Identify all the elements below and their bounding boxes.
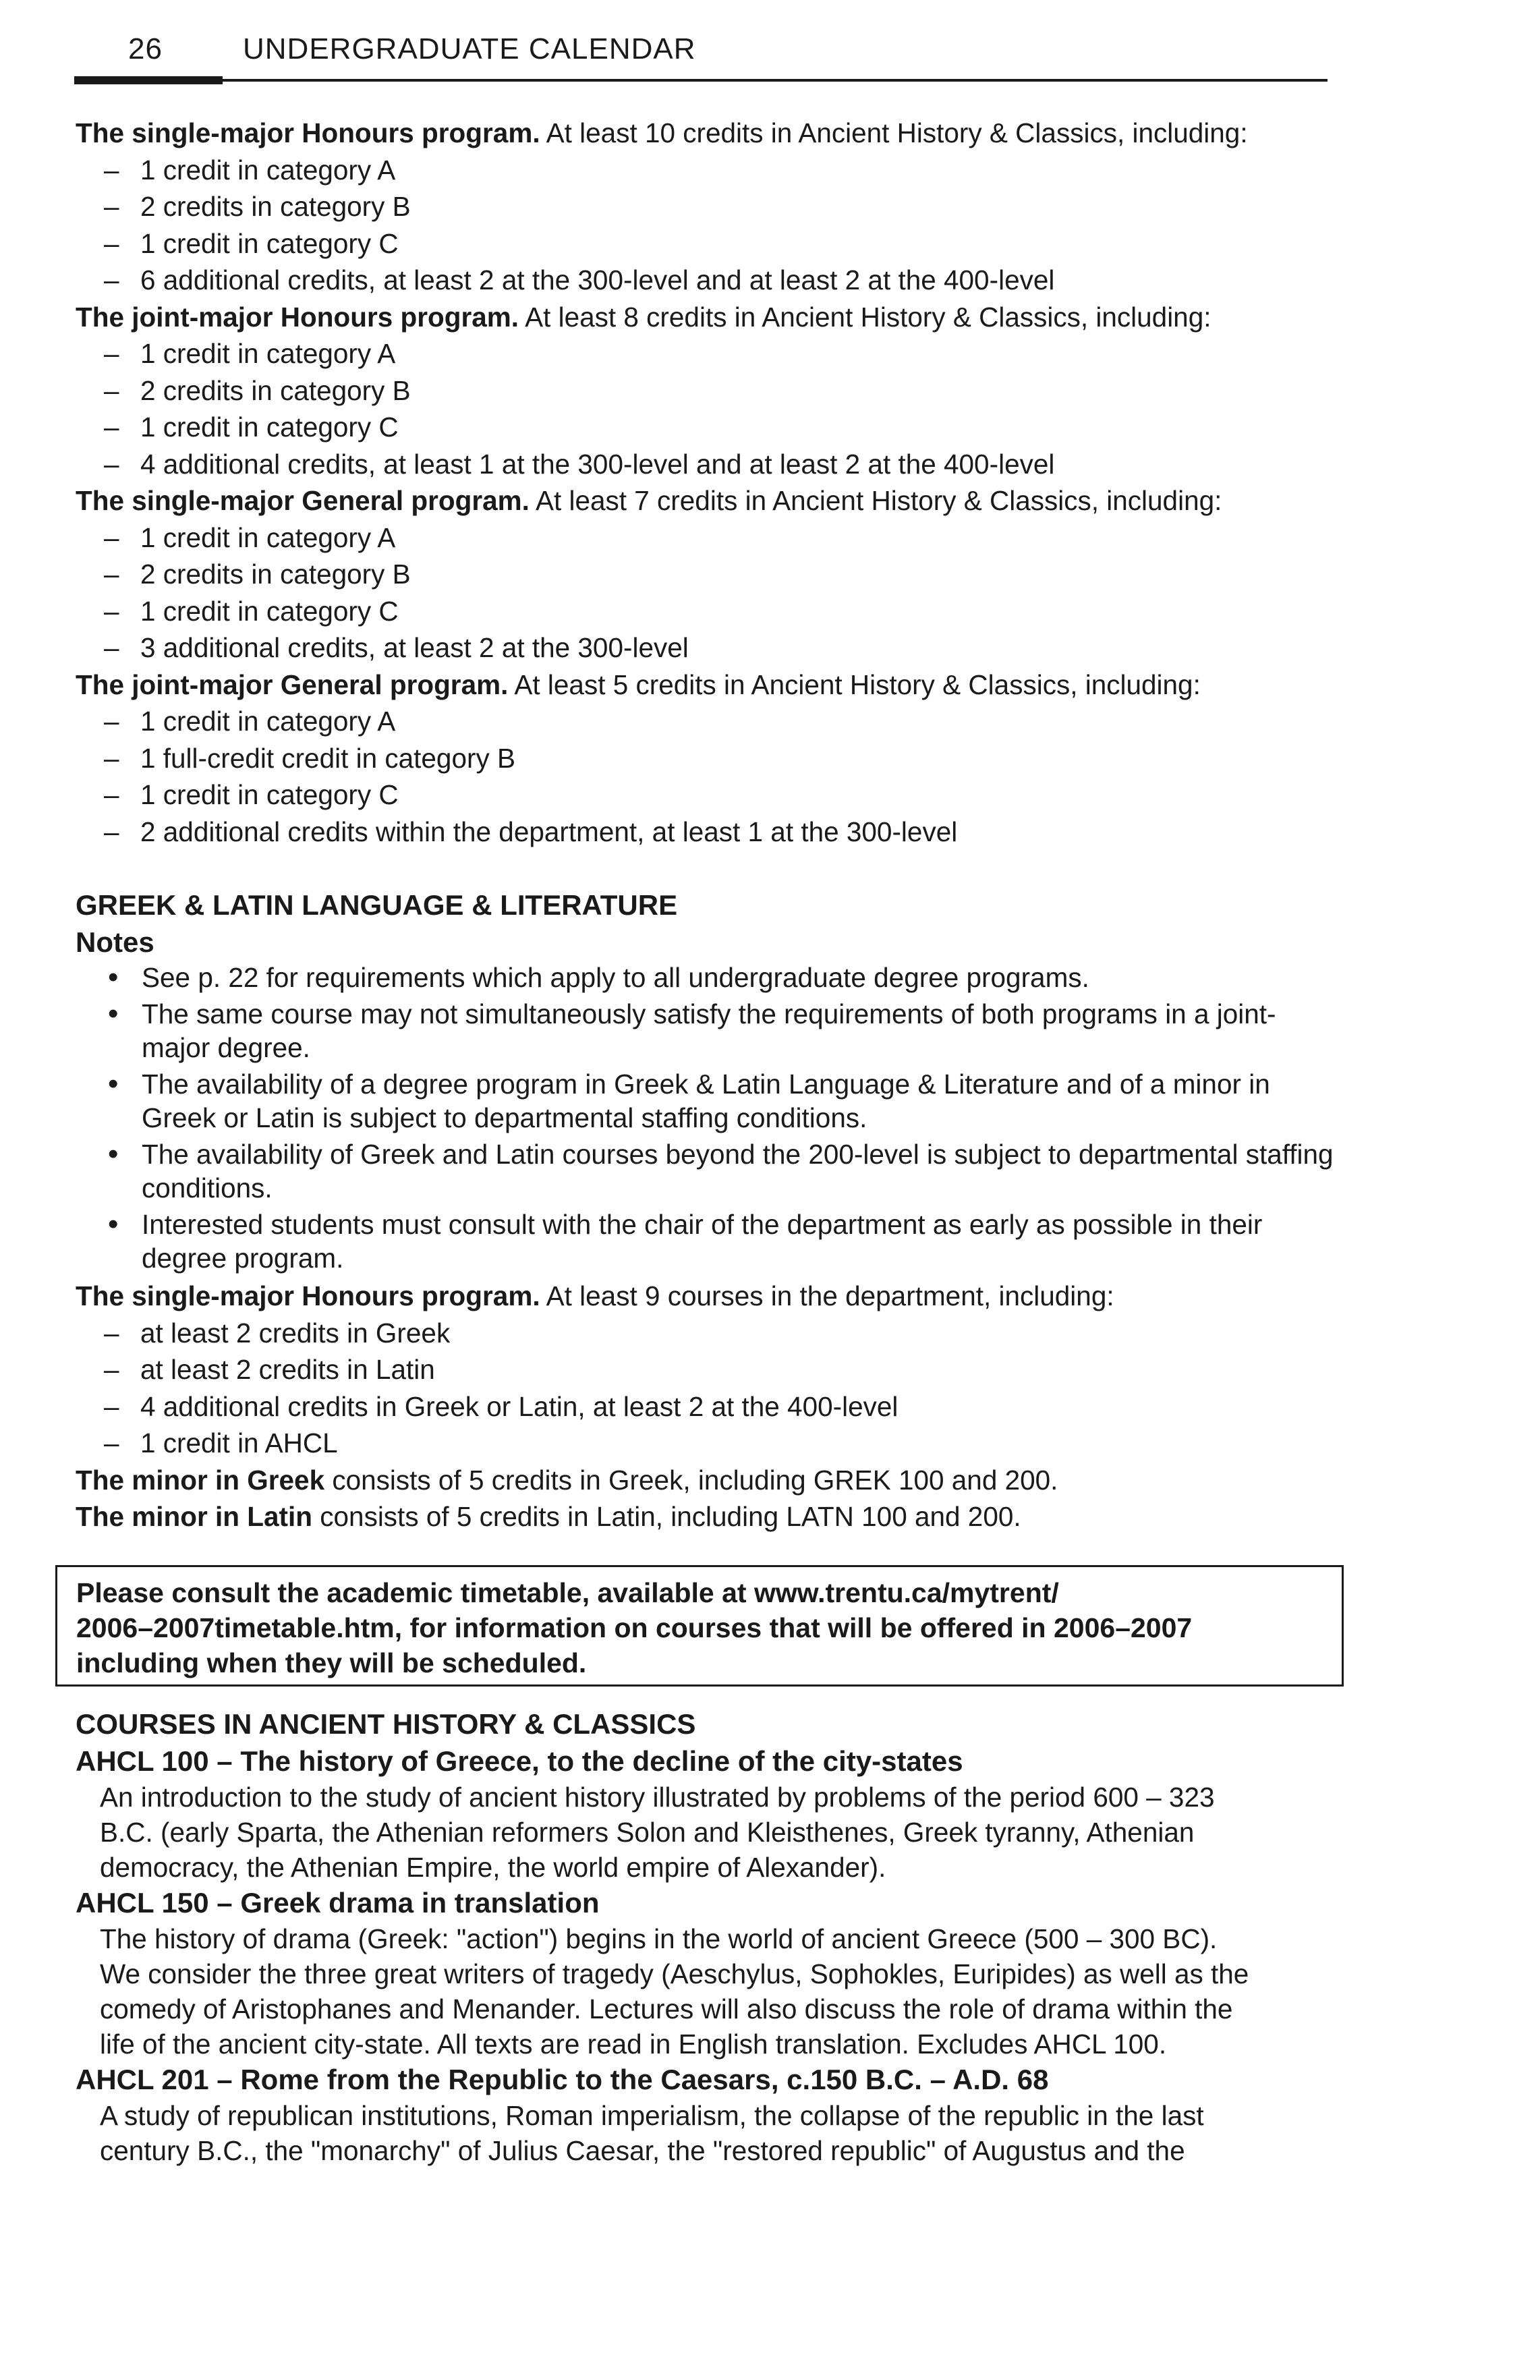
list-item: – at least 2 credits in Latin <box>140 1351 1344 1388</box>
ahcl-program-general-single <box>76 482 1344 667</box>
course-title: AHCL 100 – The history of Greece, to the decline of the city-states <box>76 1745 963 1777</box>
list-item: – 1 credit in category A <box>140 335 1344 372</box>
program-title: The single-major General program. <box>76 485 530 516</box>
description-line: We consider the three great writers of tragedy (Aeschylus, Sophokles, Euripides) as well as the <box>100 1958 1249 1989</box>
list-item: – 1 credit in category C <box>140 593 1344 630</box>
list-item: – 4 additional credits, at least 1 at the 300-level and at least 2 at the 400-level <box>140 446 1344 483</box>
main-content <box>76 115 1344 1535</box>
course-description <box>76 1921 1344 2062</box>
description-line: A study of republican institutions, Roman imperialism, the collapse of the republic in the last <box>100 2100 1204 2131</box>
minor-greek <box>76 1462 1344 1499</box>
notice-line: 2006–2007timetable.htm, for information on courses that will be offered in 2006–2007 <box>76 1612 1193 1643</box>
running-title: UNDERGRADUATE CALENDAR <box>243 32 696 65</box>
section-heading-courses: COURSES IN ANCIENT HISTORY & CLASSICS <box>76 1708 696 1740</box>
notes-heading: Notes <box>76 926 154 958</box>
page-header <box>128 32 696 66</box>
list-item: – 2 credits in category B <box>140 556 1344 593</box>
program-intro: At least 9 courses in the department, including: <box>546 1280 1114 1311</box>
page-number: 26 <box>128 32 163 65</box>
note-item: • See p. 22 for requirements which apply to all undergraduate degree programs. <box>142 961 1344 994</box>
minor-text: consists of 5 credits in Latin, including LATN 100 and 200. <box>320 1501 1021 1532</box>
description-line: life of the ancient city-state. All texts are read in English translation. Excludes AHCL 100. <box>100 2029 1167 2060</box>
program-intro: At least 8 credits in Ancient History & Classics, including: <box>525 301 1211 333</box>
minor-latin <box>76 1498 1344 1535</box>
ahcl-program-honours-single <box>76 115 1344 299</box>
course-title: AHCL 150 – Greek drama in translation <box>76 1887 600 1919</box>
list-item: – 1 credit in category C <box>140 409 1344 446</box>
course-description <box>76 1780 1344 1885</box>
list-item: – 1 credit in category C <box>140 776 1344 814</box>
list-item: – 1 credit in category A <box>140 519 1344 557</box>
list-item: – 3 additional credits, at least 2 at the 300-level <box>140 629 1344 667</box>
description-line: democracy, the Athenian Empire, the world empire of Alexander). <box>100 1852 886 1883</box>
notice-line: including when they will be scheduled. <box>76 1647 587 1678</box>
minor-title: The minor in Latin <box>76 1501 312 1532</box>
list-item: – 2 additional credits within the department, at least 1 at the 300-level <box>140 814 1344 851</box>
note-item: • The same course may not simultaneously satisfy the requirements of both programs in a joint-major degree. <box>142 997 1344 1065</box>
description-line: B.C. (early Sparta, the Athenian reformers Solon and Kleisthenes, Greek tyranny, Athenian <box>100 1817 1195 1848</box>
notice-line: Please consult the academic timetable, available at www.trentu.ca/mytrent/ <box>76 1577 1059 1608</box>
requirement-list <box>76 703 1344 850</box>
requirement-list <box>76 335 1344 482</box>
list-item: – at least 2 credits in Greek <box>140 1315 1344 1352</box>
list-item: – 1 credit in category C <box>140 225 1344 262</box>
note-item: • Interested students must consult with the chair of the department as early as possible in their degree program. <box>142 1208 1344 1275</box>
description-line: century B.C., the "monarchy" of Julius Caesar, the "restored republic" of Augustus and the <box>100 2135 1185 2166</box>
requirement-list <box>76 1315 1344 1462</box>
ahcl-program-general-joint <box>76 667 1344 851</box>
description-line: An introduction to the study of ancient history illustrated by problems of the period 600 – 323 <box>100 1782 1215 1813</box>
list-item: – 6 additional credits, at least 2 at the 300-level and at least 2 at the 400-level <box>140 262 1344 299</box>
program-title: The joint-major Honours program. <box>76 301 519 333</box>
program-intro: At least 5 credits in Ancient History & Classics, including: <box>514 669 1201 700</box>
requirement-list <box>76 519 1344 667</box>
program-title: The single-major Honours program. <box>76 1280 540 1311</box>
program-intro: At least 10 credits in Ancient History & Classics, including: <box>546 117 1248 148</box>
program-title: The joint-major General program. <box>76 669 509 700</box>
course-entry <box>76 2062 1344 2168</box>
ahcl-program-honours-joint <box>76 299 1344 483</box>
course-entry <box>76 1743 1344 1885</box>
list-item: – 1 full-credit credit in category B <box>140 740 1344 777</box>
program-title: The single-major Honours program. <box>76 117 540 148</box>
section-heading-greek-latin: GREEK & LATIN LANGUAGE & LITERATURE <box>76 889 678 921</box>
description-line: comedy of Aristophanes and Menander. Lectures will also discuss the role of drama within the <box>100 1993 1233 2024</box>
program-intro: At least 7 credits in Ancient History & Classics, including: <box>535 485 1222 516</box>
header-rule <box>223 79 1328 82</box>
course-entry <box>76 1885 1344 2062</box>
note-item: • The availability of a degree program in Greek & Latin Language & Literature and of a minor in Greek or Latin is subject to departmental staffing conditions. <box>142 1067 1344 1135</box>
list-item: – 1 credit in AHCL <box>140 1425 1344 1462</box>
list-item: – 2 credits in category B <box>140 188 1344 225</box>
list-item: – 1 credit in category A <box>140 152 1344 189</box>
course-title: AHCL 201 – Rome from the Republic to the Caesars, c.150 B.C. – A.D. 68 <box>76 2064 1049 2095</box>
list-item: – 1 credit in category A <box>140 703 1344 740</box>
greek-latin-honours <box>76 1278 1344 1315</box>
minor-text: consists of 5 credits in Greek, including GREK 100 and 200. <box>332 1464 1058 1496</box>
minor-title: The minor in Greek <box>76 1464 325 1496</box>
course-description <box>76 2098 1344 2168</box>
list-item: – 2 credits in category B <box>140 372 1344 409</box>
timetable-notice-box <box>55 1565 1344 1687</box>
requirement-list <box>76 152 1344 299</box>
courses-section <box>76 1705 1344 2168</box>
notes-list <box>76 961 1344 1275</box>
list-item: – 4 additional credits in Greek or Latin, at least 2 at the 400-level <box>140 1388 1344 1425</box>
note-item: • The availability of Greek and Latin courses beyond the 200-level is subject to departmental staffing conditions. <box>142 1137 1344 1205</box>
header-rule-thick <box>74 76 223 84</box>
description-line: The history of drama (Greek: "action") begins in the world of ancient Greece (500 – 300 BC). <box>100 1923 1218 1954</box>
